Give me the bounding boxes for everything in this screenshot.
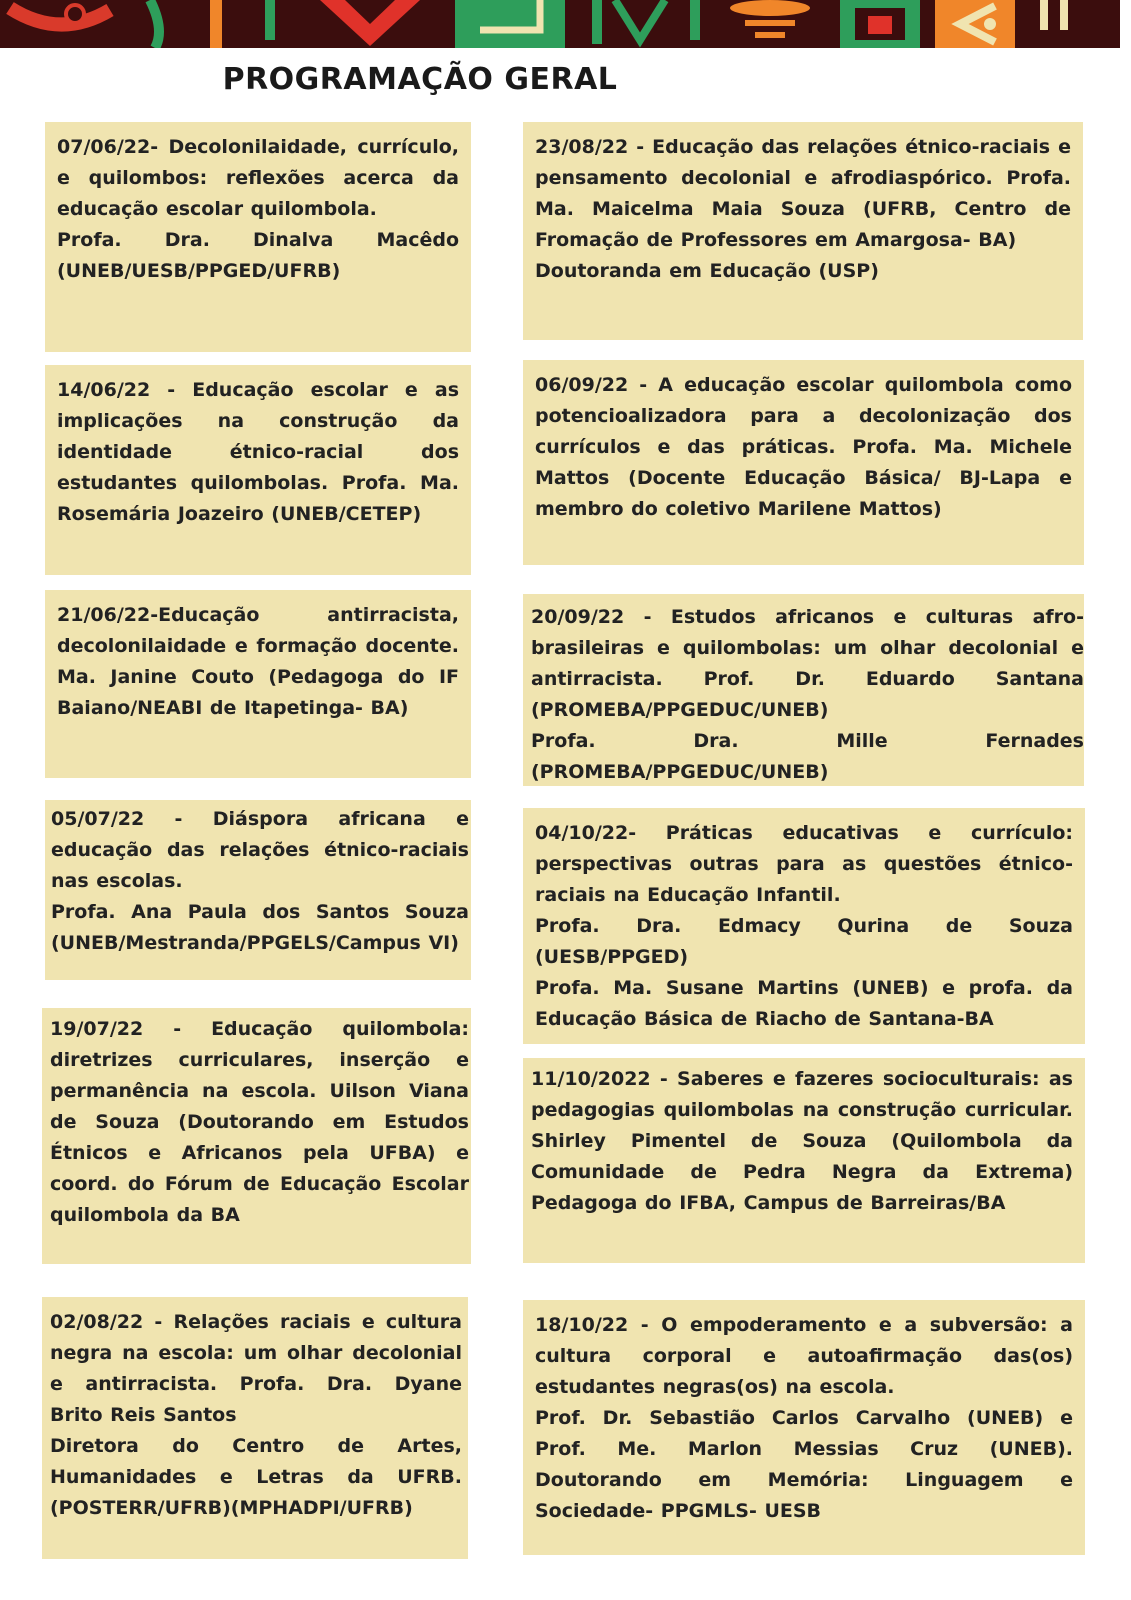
schedule-text: 04/10/22- Práticas educativas e currículo: perspectivas outras para as questões étnico-raciais na Educação Infantil. Profa. Dra. Edmacy Qurina de Souza (UESB/PPGED) Profa. Ma. Susane Martins (UNEB) e profa. da Educação Básica de Riacho de Santana-BA: [535, 822, 1073, 1030]
schedule-text: 19/07/22 - Educação quilombola: diretrizes curriculares, inserção e permanência na escola. Uilson Viana de Souza (Doutorando em Estudos Étnicos e Africanos pela UFBA) e coord. do Fórum de Educação Escolar quilombola da BA: [50, 1018, 469, 1226]
schedule-card: [523, 594, 1084, 786]
schedule-card: [523, 1300, 1085, 1555]
schedule-text: 11/10/2022 - Saberes e fazeres socioculturais: as pedagogias quilombolas na construção curricular. Shirley Pimentel de Souza (Quilombola da Comunidade de Pedra Negra da Extrema) Pedagoga do IFBA, Campus de Barreiras/BA: [531, 1068, 1073, 1214]
schedule-card: [42, 1008, 471, 1264]
schedule-card: [523, 808, 1085, 1044]
schedule-card: [523, 1058, 1085, 1263]
schedule-card: [42, 1297, 468, 1559]
page-title: PROGRAMAÇÃO GERAL: [222, 62, 618, 97]
schedule-text: 18/10/22 - O empoderamento e a subversão: a cultura corporal e autoafirmação das(os) estudantes negras(os) na escola. Prof. Dr. Sebastião Carlos Carvalho (UNEB) e Prof. Me. Marlon Messias Cruz (UNEB). Doutorando em Memória: Linguagem e Sociedade- PPGMLS- UESB: [535, 1314, 1073, 1522]
schedule-card: [45, 122, 471, 352]
schedule-text: 02/08/22 - Relações raciais e cultura negra na escola: um olhar decolonial e antirracista. Profa. Dra. Dyane Brito Reis Santos Diretora do Centro de Artes, Humanidades e Letras da UFRB. (POSTERR/UFRB)(MPHADPI/UFRB): [50, 1311, 462, 1519]
schedule-text: 06/09/22 - A educação escolar quilombola como potencioalizadora para a decolonização dos currículos e das práticas. Profa. Ma. Michele Mattos (Docente Educação Básica/ BJ-Lapa e membro do coletivo Marilene Mattos): [535, 374, 1072, 520]
schedule-text: 05/07/22 - Diáspora africana e educação das relações étnico-raciais nas escolas. Profa. Ana Paula dos Santos Souza (UNEB/Mestranda/PPGELS/Campus VI): [51, 808, 469, 954]
schedule-card: [523, 122, 1083, 340]
schedule-text: 07/06/22- Decolonilaidade, currículo, e quilombos: reflexões acerca da educação escolar quilombola. Profa. Dra. Dinalva Macêdo (UNEB/UESB/PPGED/UFRB): [57, 136, 459, 282]
schedule-card: [45, 800, 471, 980]
schedule-card: [45, 590, 471, 778]
schedule-text: 14/06/22 - Educação escolar e as implicações na construção da identidade étnico-racial dos estudantes quilombolas. Profa. Ma. Rosemária Joazeiro (UNEB/CETEP): [57, 379, 459, 525]
african-pattern-banner: [0, 0, 1120, 48]
schedule-text: 23/08/22 - Educação das relações étnico-raciais e pensamento decolonial e afrodiaspórico. Profa. Ma. Maicelma Maia Souza (UFRB, Centro de Fromação de Professores em Amargosa- BA) Doutoranda em Educação (USP): [535, 136, 1071, 282]
schedule-card: [523, 360, 1084, 565]
schedule-text: 20/09/22 - Estudos africanos e culturas afro-brasileiras e quilombolas: um olhar decolonial e antirracista. Prof. Dr. Eduardo Santana (PROMEBA/PPGEDUC/UNEB) Profa. Dra. Mille Fernades (PROMEBA/PPGEDUC/UNEB): [531, 606, 1084, 783]
schedule-card: [45, 365, 471, 575]
schedule-text: 21/06/22-Educação antirracista, decolonilaidade e formação docente. Ma. Janine Couto (Pedagoga do IF Baiano/NEABI de Itapetinga- BA): [57, 604, 459, 719]
african-pattern-icon: [0, 0, 1120, 48]
